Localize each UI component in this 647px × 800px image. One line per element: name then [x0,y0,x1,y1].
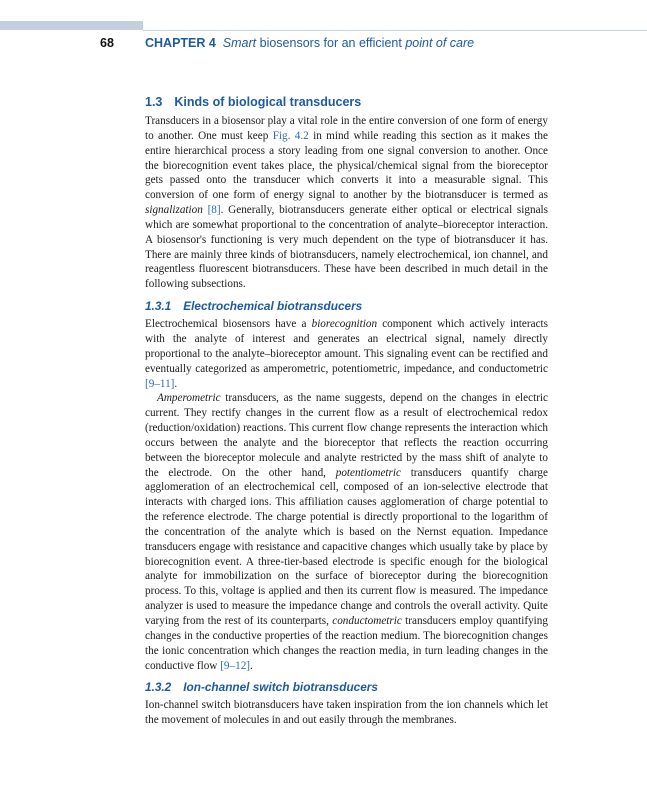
text-run: Electrochemical biosensors have a [145,318,312,331]
text-run: Transducers in a biosensor play a vital role in the entire conversion of one form of energy to another. One must keep [145,115,548,142]
header-accent-bar [0,21,143,30]
text-run: . [174,377,178,390]
section-heading-1-3 [145,93,548,111]
text-run: in mind while reading this section as it makes the entire hierarchical process a story leading from one signal conversion to another. Once the biorecognition event takes place, the physical/chemical signal from the bioreceptor gets passed onto the transducer which converts it into a measurable signal. This conversion of one form of energy signal to another by the biotransducer is termed as [145,129,548,202]
citation-link[interactable]: [9–12] [220,659,251,672]
term-signalization: signalization [145,204,203,217]
page-header [0,35,647,53]
running-title-italic-2: point of care [405,36,475,50]
text-run: . Generally, biotransducers generate either optical or electrical signals which are somewhat proportional to the concentration of analyte–bioreceptor interaction. A biosensor's functioning is very much dependent on the type of biotransducer it has. There are mainly three kinds of biotransducers, namely electrochemical, ion channel, and reagentless fluorescent biotransducers. These have been described in much detail in the following subsections. [145,204,548,291]
section-number: 1.3.1 [145,299,172,314]
page-body [145,93,548,728]
paragraph-1-3-1-intro [145,317,548,391]
running-title-italic-1: Smart [222,36,257,50]
running-title-plain: biosensors for an efficient [256,36,406,50]
running-head [145,36,474,50]
paragraph-1-3-1-body [145,391,548,673]
section-title: Electrochemical biotransducers [183,299,363,314]
section-number: 1.3.2 [145,680,172,695]
text-run: transducers, as the name suggests, depend on the changes in electric current. They rectify changes in the current flow as a result of electrochemical redox (reduction/oxidation) reactions. This current flow change represents the interaction which occurs between the analyte and the bioreceptor that reflects the reaction occurring between the bioreceptor molecule and analyte restricted by the mass shift of analyte to the electrode. On the other hand, [145,392,548,479]
term-amperometric: Amperometric [157,392,221,405]
paragraph-1-3-intro [145,114,548,292]
section-heading-1-3-1 [145,298,548,315]
section-title: Ion-channel switch biotransducers [183,680,378,695]
text-run: component which actively interacts with the analyte of interest and generates an electrical signal, namely directly proportional to the analyte–bioreceptor amount. This signaling event can be rectified and eventually categorized as amperometric, potentiometric, impedance, and conductometric [145,318,549,375]
citation-link[interactable]: [8] [207,204,221,217]
section-title: Kinds of biological transducers [174,95,362,109]
paragraph-1-3-2-intro: Ion-channel switch biotransducers have taken inspiration from the ion channels which let the movement of molecules in and out easily through the membranes. [145,699,548,727]
term-conductometric: conductometric [332,615,402,627]
section-heading-1-3-2 [145,679,548,696]
page-number: 68 [100,36,114,50]
header-rule [143,30,647,31]
chapter-label: CHAPTER 4 [145,36,216,50]
figure-link[interactable]: Fig. 4.2 [272,129,309,142]
text-run: transducers employ quantifying changes in the conductive properties of the reaction medium. The biorecognition changes the ionic concentration which changes the reaction media, in turn leading changes in the conductive flow [145,615,548,672]
term-potentiometric: potentiometric [335,466,401,479]
text-run: . [250,659,253,672]
text-run: transducers quantify charge agglomeration of an electrochemical cell, composed of an ion-selective electrode that interacts with charged ions. This affiliation causes agglomeration of charge potential to the reference electrode. The charge potential is directly proportional to the logarithm of the concentration of the analyte which is based on the Nernst equation. Impedance transducers engage with resistance and capacitive changes which usually take by place by biorecognition event. A three-tier-based electrode is specific enough for the biological analyte for immobilization on the surface of bioreceptor during the biorecognition process. To this, voltage is applied and then its current flow is measured. The impedance analyzer is used to measure the impedance change and controls the overall activity. Quite varying from the rest of its counterparts, [145,466,548,627]
citation-link[interactable]: [9–11] [145,377,175,390]
section-number: 1.3 [145,95,163,109]
term-biorecognition: biorecognition [311,318,378,331]
